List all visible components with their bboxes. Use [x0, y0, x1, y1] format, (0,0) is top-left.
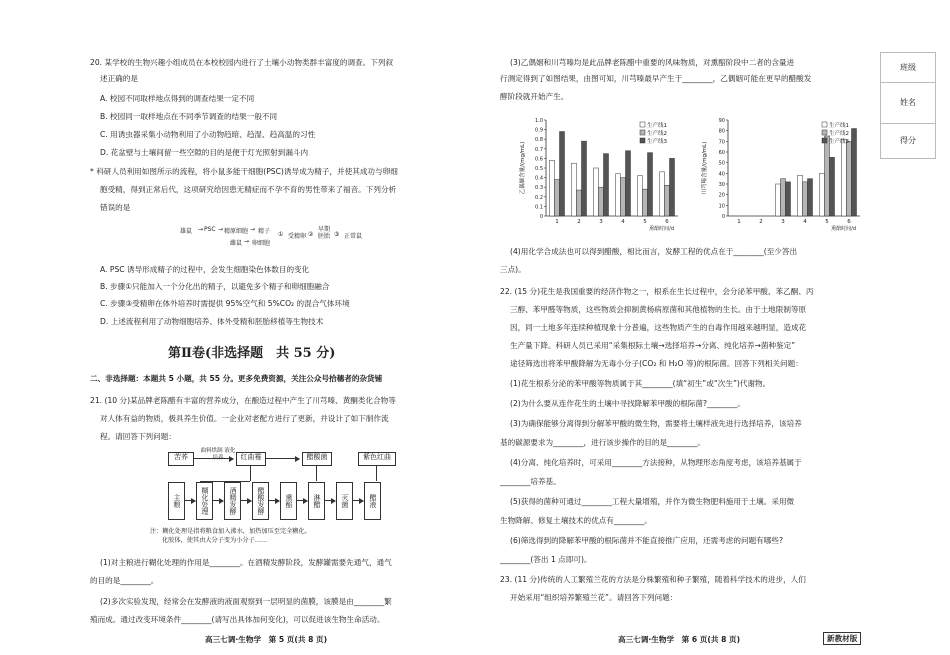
bar-生产线3-6 — [852, 129, 857, 216]
bar-生产线1-5 — [638, 176, 643, 216]
x-tick-label: 6 — [665, 219, 669, 225]
y-tick-label: 60 — [718, 150, 725, 156]
flow-step-3: ③ — [334, 231, 340, 238]
q21-part4: (4)用化学合成法也可以得到醋酸，相比而言，发酵工程的优点在于________(至少答出 — [510, 247, 798, 256]
flow-arrow: → — [198, 226, 204, 233]
q-mouse-stem-end: 错误的是 — [100, 203, 131, 212]
diagram-arrow — [353, 500, 363, 501]
legend-label: 生产线3 — [647, 139, 667, 145]
q22-line: 途径筛选出将苯甲酸降解为无毒小分子(CO₂ 和 H₂O 等)的根际菌。回答下列相关问题： — [510, 359, 803, 368]
bar-生产线1-4 — [798, 175, 803, 216]
diagram-connector — [376, 465, 377, 481]
q22-sub-1: (1)花生根系分泌的苯甲酸等物质属于其________(填“初生”或“次生”)代谢物。 — [510, 379, 771, 388]
q22-line: 三醇、苯甲醛等物质，这些物质会抑制黄杨病原菌和其他植物的生长。由于土地限制等原 — [510, 305, 807, 314]
tetramethylpyrazine-chart — [700, 112, 875, 240]
bar-生产线3-4 — [808, 179, 813, 216]
diagram-arrow — [325, 500, 335, 501]
x-tick-label: 5 — [643, 219, 647, 225]
flow-arrow: → — [250, 226, 256, 233]
q21-stem: 21. (10 分)某品牌老陈醋有丰富的营养成分，在酿造过程中产生了川芎嗪、黄酮类化合物等 — [90, 396, 396, 405]
bar-生产线3-2 — [582, 141, 587, 216]
diagram-note: 注：糊化处理是指将粮食加入沸水，加热加压至完全糊化。 — [150, 528, 311, 535]
q20-option-a: A. 校园不同取样地点得到的调查结果一定不同 — [100, 94, 255, 103]
q-mouse-option-c: C. 步骤③受精卵在体外培养时需提供 95%空气和 5%CO₂ 的混合气体环境 — [100, 299, 350, 308]
bar-生产线2-4 — [803, 182, 808, 216]
q21-part1-cont: 的目的是________。 — [90, 576, 159, 585]
y-tick-label: 0.4 — [535, 175, 543, 182]
q23-stem: 23. (11 分)传统的人工繁殖兰花的方法是分株繁殖和种子繁殖，随着科学技术的进步，人们 — [500, 575, 806, 584]
q23-stem-cont: 开始采用“组织培养繁殖兰花”。请回答下列问题： — [510, 593, 678, 602]
diagram-step-smoke: 熏醅 — [280, 482, 297, 520]
x-tick-label: 2 — [759, 219, 763, 225]
flow-arrow: → — [244, 238, 250, 245]
legend-label: 生产线1 — [647, 123, 667, 129]
flow-egg: 卵细胞 — [252, 240, 271, 247]
legend-label: 生产线2 — [647, 131, 667, 137]
q-mouse-stem: * 科研人员利用如图所示的流程，将小鼠多能干细胞(PSC)诱导成为精子，并使其成功与卵细 — [90, 167, 398, 176]
page-footer-left: 高三七调·生物学 第 5 页(共 8 页) — [205, 635, 328, 644]
x-tick-label: 3 — [781, 219, 785, 225]
y-tick-label: 10 — [718, 203, 725, 210]
q22-line: 因，同一土地多年连续种植现象十分普遍，这些物质产生的自毒作用越来越明显，造成花 — [510, 323, 807, 332]
bar-生产线2-3 — [599, 187, 604, 216]
bar-生产线2-5 — [643, 189, 648, 216]
diagram-arrow — [265, 458, 299, 459]
q-mouse-option-d: D. 上述流程利用了动物细胞培养、体外受精和胚胎移植等生物技术 — [100, 317, 324, 326]
y-tick-label: 80 — [718, 128, 725, 135]
student-info-margin — [880, 52, 936, 159]
flow-sperm: 精子 — [258, 228, 271, 235]
bar-生产线1-6 — [842, 139, 847, 216]
x-tick-label: 3 — [599, 219, 603, 225]
diagram-box-acetic-bacteria: 醋酸菌 — [302, 452, 332, 466]
q22-sub-4: (4)分离、纯化培养时，可采用________方法接种，从物理形态角度考虑，该培养基属于 — [510, 458, 802, 467]
y-tick-label: 0.3 — [535, 185, 543, 192]
y-tick-label: 0.1 — [535, 204, 543, 211]
q21-part1: (1)对主粮进行糊化处理的作用是________。在酒精发酵阶段，发酵罐需要先通气，通气 — [100, 558, 392, 567]
diagram-top-note: 曲料烘制 液化培养 — [200, 448, 236, 461]
x-axis-label: 熏醅时间/d — [831, 226, 856, 232]
y-tick-label: 50 — [718, 160, 725, 167]
y-tick-label: 70 — [718, 139, 725, 146]
bar-生产线2-5 — [825, 136, 830, 216]
q21-part3: (3)乙偶姻和川芎嗪均是此品牌老陈醋中重要的风味物质，对熏醅阶段中二者的含量进 — [510, 58, 795, 67]
diagram-arrow — [269, 500, 279, 501]
diagram-note-cont: 化胶体，使其由大分子变为小分子…… — [162, 537, 268, 544]
q21-part3-cont: 行测定得到了如图结果，由图可知，川芎嗪最早产生于________，乙偶姻可能在更早的醋酸发 — [500, 74, 812, 83]
diagram-connector — [316, 465, 317, 481]
bar-生产线3-5 — [830, 157, 835, 216]
diagram-step-gelatinize: 糊化处理 — [196, 482, 213, 520]
diagram-arrow — [241, 500, 251, 501]
y-tick-label: 0.2 — [535, 194, 543, 201]
flow-normal-mouse: 正常鼠 — [344, 233, 363, 240]
q-mouse-option-a: A. PSC 诱导形成精子的过程中，会发生细胞染色体数目的变化 — [100, 265, 310, 274]
q22-sub-6-cont: ________(答出 1 点即可)。 — [500, 555, 592, 564]
bar-生产线1-5 — [820, 173, 825, 216]
psc-flow-diagram — [180, 222, 380, 252]
bar-生产线3-1 — [560, 132, 565, 216]
diagram-step-leach: 淋醋 — [308, 482, 325, 520]
q22-sub-5: (5)获得的菌种可通过________工程大量增殖，并作为微生物肥料施用于土壤。采用微 — [510, 497, 795, 506]
q22-sub-2: (2)为什么要从连作花生的土壤中寻找降解苯甲酸的根际菌?________。 — [510, 399, 746, 408]
bar-生产线3-5 — [648, 153, 653, 216]
bar-生产线2-4 — [621, 178, 626, 216]
flow-zygote: 受精卵 — [288, 233, 307, 240]
bar-生产线1-6 — [660, 172, 665, 216]
flow-psc: PSC — [204, 226, 216, 233]
diagram-arrow — [297, 500, 307, 501]
legend-swatch — [640, 122, 645, 127]
diagram-arrow — [185, 500, 195, 501]
q21-part2: (2)多次实验发现，经常会在发酵液的液面观察到一层明显的菌膜，该膜是由________繁 — [100, 597, 392, 606]
bar-生产线1-2 — [572, 163, 577, 216]
vinegar-process-diagram — [160, 448, 400, 528]
y-axis-label: 乙偶姻含量/(mg/mL) — [520, 141, 526, 195]
q22-sub-3: (3)为确保能够分离得到分解苯甲酸的微生物，需要将土壤样液先进行选择培养，该培养 — [510, 419, 802, 428]
legend-swatch — [640, 130, 645, 135]
q21-part4-cont: 三点)。 — [500, 265, 526, 274]
acetoin-chart — [518, 112, 693, 240]
y-tick-label: 30 — [718, 182, 725, 188]
flow-male-mouse: 雄鼠 — [180, 228, 193, 235]
bar-生产线3-6 — [670, 158, 675, 216]
y-tick-label: 40 — [718, 171, 725, 178]
legend-swatch — [640, 138, 645, 143]
x-axis-label: 熏醅时间/d — [649, 226, 674, 232]
y-tick-label: 0.5 — [535, 166, 543, 172]
y-tick-label: 0.8 — [535, 137, 543, 144]
q22-sub-6: (6)筛选得到的降解苯甲酸的根际菌并不能直接推广应用，还需考虑的问题有哪些? — [510, 536, 783, 545]
diagram-step-acetic: 醋酸发酵 — [252, 482, 269, 520]
bar-生产线3-3 — [786, 182, 791, 216]
x-tick-label: 6 — [847, 219, 851, 225]
q21-part2-cont: 殖而成。通过改变环境条件________(请写出具体加何变化)，可以促进该生物生命活动。 — [90, 615, 385, 624]
diagram-connector — [250, 465, 251, 481]
bar-生产线3-3 — [604, 154, 609, 216]
y-tick-label: 0 — [539, 214, 543, 220]
diagram-step-alcohol: 酒精发酵 — [224, 482, 241, 520]
q21-part3-end: 酵阶段就开始产生。 — [500, 92, 569, 101]
diagram-box-buckwheat: 苦荞 — [168, 452, 194, 466]
diagram-step-vinegar: 醋液 — [364, 482, 381, 520]
page-6 — [478, 0, 880, 655]
flow-female-mouse: 雌鼠 — [230, 240, 243, 247]
section-intro: 二、非选择题：本题共 5 小题，共 55 分。更多免费资源，关注公众号拾穗者的杂货铺 — [90, 374, 383, 383]
x-tick-label: 4 — [621, 219, 625, 225]
q22-sub-5-cont: 生物降解、修复土壤技术的优点有________。 — [500, 516, 652, 525]
y-axis-label: 川芎嗪含量/(mg/mL) — [702, 141, 708, 195]
flow-step-1: ① — [278, 231, 284, 238]
flow-spermatogonia: 精原细胞 — [224, 228, 249, 235]
y-tick-label: 0.9 — [535, 127, 543, 134]
legend-swatch — [822, 122, 827, 127]
flow-early-embryo: 早期胚胎 — [318, 226, 331, 240]
x-tick-label: 2 — [577, 219, 581, 225]
bar-生产线1-3 — [594, 168, 599, 216]
y-tick-label: 0.7 — [535, 146, 543, 153]
flow-arrow: → — [218, 226, 224, 233]
bar-生产线2-1 — [555, 180, 560, 216]
bar-生产线3-4 — [626, 151, 631, 216]
x-tick-label: 1 — [555, 219, 559, 225]
legend-label: 生产线2 — [829, 131, 849, 137]
diagram-step-sterilize: 灭菌 — [336, 482, 353, 520]
name-field[interactable]: 姓名 — [881, 83, 935, 124]
page-footer-right: 高三七调·生物学 第 6 页(共 8 页) — [618, 635, 741, 644]
q20-option-c: C. 用诱虫器采集小动物利用了小动物趋暗、趋湿、趋高温的习性 — [100, 130, 316, 139]
bar-生产线2-6 — [665, 185, 670, 216]
x-tick-label: 1 — [737, 219, 741, 225]
q22-sub-3-cont: 基的碳源要求为________，进行该步操作的目的是________。 — [500, 438, 706, 447]
q22-sub-4-cont: ________培养基。 — [500, 477, 561, 486]
bar-生产线1-1 — [550, 160, 555, 216]
legend-label: 生产线1 — [829, 123, 849, 129]
x-tick-label: 4 — [803, 219, 807, 225]
y-tick-label: 0.6 — [535, 156, 543, 163]
q22-line: 生产量下降。科研人员已采用“采集根际土壤→选择培养→分离、纯化培养→菌种鉴定” — [510, 341, 796, 350]
class-field[interactable]: 班级 — [881, 53, 935, 83]
legend-swatch — [822, 130, 827, 135]
diagram-step-grain: 主粮 — [168, 482, 185, 520]
bar-生产线2-3 — [781, 179, 786, 216]
diagram-arrow — [213, 500, 223, 501]
score-field[interactable]: 得分 — [881, 124, 935, 159]
q20-option-b: B. 校园同一取样地点在不同季节调查的结果一般不同 — [100, 112, 278, 121]
y-tick-label: 0 — [721, 214, 725, 220]
bar-生产线2-2 — [577, 190, 582, 216]
q20-stem-cont: 述正确的是 — [100, 74, 138, 83]
bar-生产线1-3 — [776, 184, 781, 216]
bar-生产线2-6 — [847, 141, 852, 216]
y-tick-label: 90 — [718, 118, 725, 124]
y-tick-label: 20 — [718, 192, 725, 199]
section-title: 第Ⅱ卷(非选择题 共 55 分) — [168, 346, 336, 361]
q20-stem: 20. 某学校的生物兴趣小组成员在本校校园内进行了土壤小动物类群丰富度的调查。下列叙 — [90, 58, 394, 67]
legend-swatch — [822, 138, 827, 143]
diagram-box-purple-red-yeast: 紫色红曲 — [358, 452, 396, 466]
bar-生产线1-4 — [616, 174, 621, 216]
y-tick-label: 1.0 — [535, 118, 543, 124]
q21-stem-cont: 对人体有益的物质，极具养生价值。一企业对老配方进行了更新，并设计了如下制作流 — [100, 414, 389, 423]
diagram-arrow — [193, 458, 233, 459]
q-mouse-option-b: B. 步骤①只能加入一个分化出的精子，以避免多个精子和卵细胞融合 — [100, 282, 330, 291]
legend-label: 生产线3 — [829, 139, 849, 145]
q22-line: 22. (15 分)花生是我国重要的经济作物之一，根系在生长过程中，会分泌苯甲酸、苯乙酮、丙 — [500, 287, 814, 296]
q21-stem-end: 程。请回答下列问题： — [100, 432, 176, 441]
flow-step-2: ② — [308, 231, 314, 238]
q20-option-d: D. 花盆壁与土壤间留一些空隙的目的是便于灯光照射到漏斗内 — [100, 148, 309, 157]
diagram-box-red-yeast: 红曲霉 — [236, 452, 266, 466]
x-tick-label: 5 — [825, 219, 829, 225]
edition-badge: 新教材版 — [823, 632, 861, 645]
q-mouse-stem-cont: 胞受精，得到正常后代，这项研究给因患无精症而不孕不育的男性带来了福音。下列分析 — [100, 185, 397, 194]
